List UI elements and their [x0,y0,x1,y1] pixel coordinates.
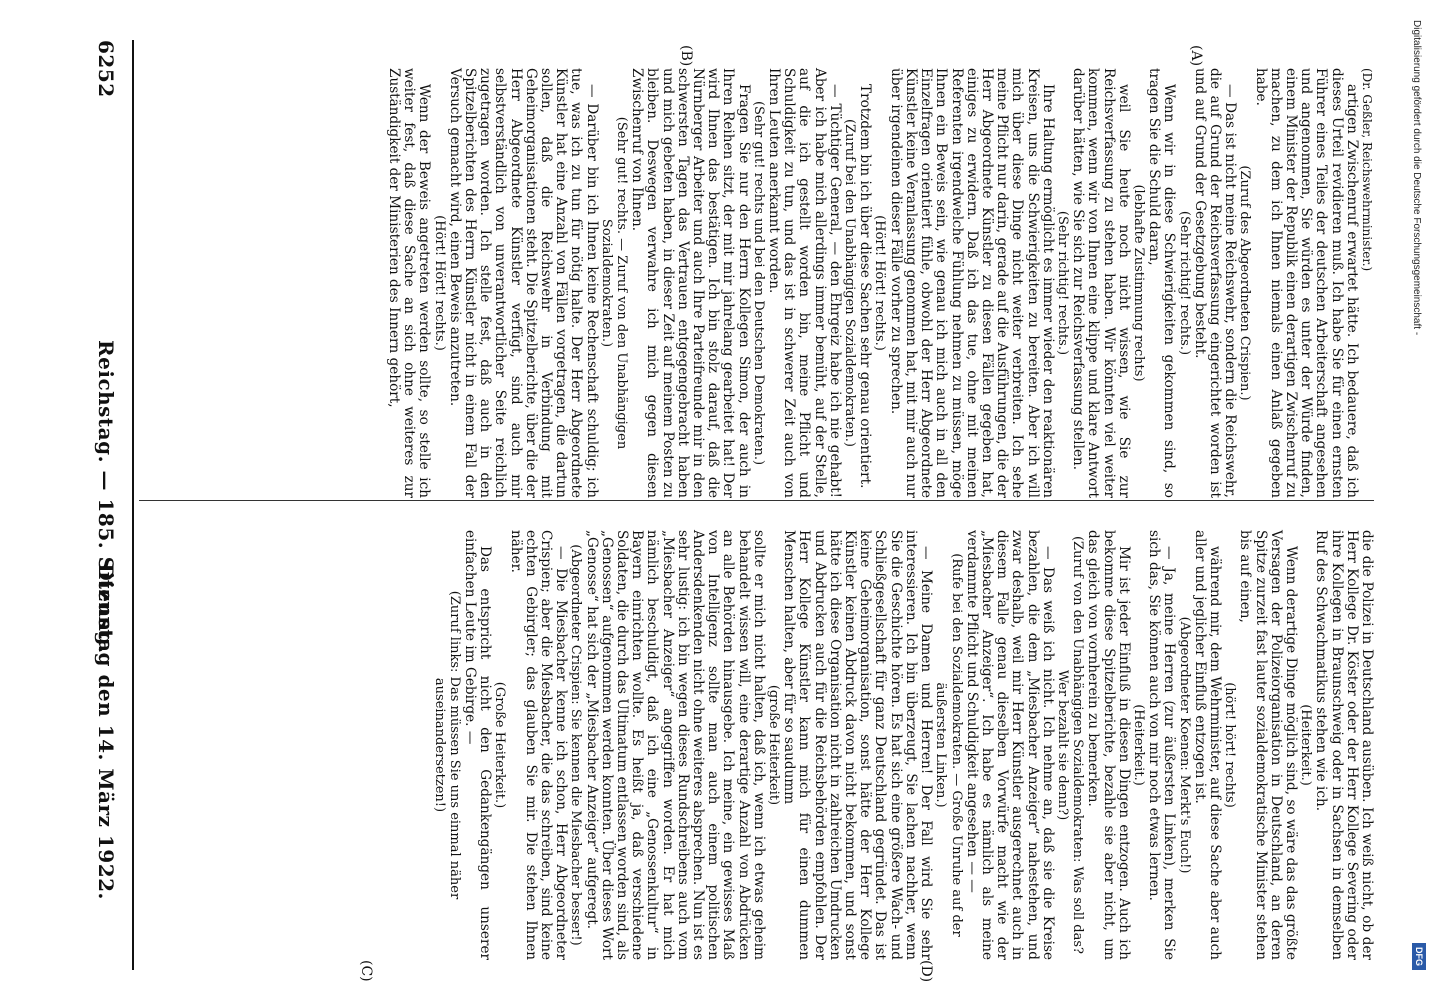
paragraph: — Das weiß ich nicht. Ich nehme an, daß sie die Kreise bezahlen, die dem „Miesbacher Anzeiger“ nahestehen, und zwar deshalb, weil mir Herr Künstler ausgerechnet auch in diesem Falle genau dieselben Vorwürfe macht wie der „Miesbacher Anzeiger“. Ich habe es nämlich als meine verdammte Pflicht und Schuldigkeit angesehen — — [963,530,1056,960]
paragraph: — Das ist nicht meine Reichswehr, sondern die Reichswehr, die auf Grund der Reichsverfassung eingerichtet worden ist und auf Grund der Gesetzgebung besteht. [1191,68,1239,498]
speaker-tag: (Dr. Geßler, Reichswehrminister.) [1360,68,1374,272]
interjection: (Hört! Hört! rechts.) [872,215,888,351]
paragraph: weil Sie heute noch nicht wissen, wie Sie zur Reichsverfassung zu stehen haben. Wir könnten viel weiter kommen, wenn wir von Ihnen eine klippe und klare Antwort darüber hätten, wie Sie sich zur Reichsverfassung stellen. [1070,68,1132,498]
page-number: 6252 [94,40,118,98]
interjection: (Hört! Hört! rechts.) [431,215,447,351]
margin-mark-b: (B) [678,45,694,67]
left-column [386,68,1374,498]
interjection: (Zuruf links: Das müssen Sie uns einmal näher auseinandersetzen!) [431,590,462,900]
interjection: (Zuruf des Abgeordneten Crispien.) [1237,165,1253,401]
interjection: (Sehr gut! rechts und bei den Deutschen Demokraten.) [750,100,766,466]
interjection: (Rufe bei den Sozialdemokraten. — Große Unruhe auf der äußersten Linken.) [933,553,964,937]
margin-mark-d: (D) [918,960,934,983]
paragraph: während mir, dem Wehrminister, auf diese Sache aber auch aller und jeglicher Einfluß entzogen ist. [1191,530,1223,960]
digitization-credit: Digitalisierung gefördert durch die Deutsche Forschungsgemeinschaft - [1411,20,1422,336]
paragraph: artigen Zwischenruf erwartet hätte. Ich bedauere, daß ich dieses Urteil revidieren muß. Ich habe Sie für einen ernsten Führer eines Teiles der deutschen Arbeiterschaft angesehen und angenommen, Sie würden es unter der Würde finden, einem Minister der Republik einen derartigen Zwischenruf zu machen, zu dem ich Ihnen niemals einen Anlaß gegeben habe. [1252,68,1360,498]
interjection: (Zuruf von den Unabhängigen Sozialdemokraten: Was soll das? Wer bezahlt sie denn?) [1054,535,1086,954]
right-column [431,530,1374,960]
paragraph: Fragen Sie nur den Herrn Kollegen Simon, der auch in Ihren Reihen sitzt, der mit mir jahrelang gearbeitet hat! Der wird Ihnen das bestätigen. Ich bin stolz darauf, daß die Nürnberger Arbeiter und auch Ihre Parteifreunde mir in den schwersten Tagen das Vertrauen entgegengebracht haben und mich gebeten haben, in dieser Zeit auf meinem Posten zu bleiben. Deswegen verwahre ich mich gegen diesen Zwischenruf von Ihnen. [629,68,752,498]
column-divider [139,500,1374,501]
paragraph: — Darüber bin ich Ihnen keine Rechenschaft schuldig; ich tue, was ich zu tun für nötig halte. Der Herr Abgeordnete Künstler hat eine Anzahl von Fällen vorgetragen, die dartun sollen, daß die Reichswehr in Verbindung mit Geheimorganisationen steht. Die Spitzelberichte, über die der Herr Abgeordnete Künstler verfügt, sind auch mir selbstverständlich von unverantwortlicher Seite reichlich zugetragen worden. Ich stelle fest, daß auch in den Spitzelberichten des Herrn Künstler nicht in einem Fall der Versuch gemacht wird, einen Beweis anzutreten. [446,68,600,498]
margin-mark-a: (A) [1188,45,1204,67]
paragraph: — Tüchtiger General, — den Ehrgeiz habe ich nie gehabt! Aber ich habe mich allerdings immer bemüht, auf der Stelle, auf die ich gestellt worden bin, meine Pflicht und Schuldigkeit zu tun, und das ist in schwerer Zeit auch von Ihren Leuten anerkannt worden. [766,68,843,498]
header-title: Reichstag. — 185. Sitzung. [94,340,118,654]
paragraph: die die Polizei in Deutschland ausüben. Ich weiß nicht, ob der Herr Kollege Dr. Köster oder der Herr Kollege Severing oder ihre Kollegen in Braunschweig oder in Sachsen in demselben Ruf des Schwachmatikus stehen wie ich. [1313,530,1375,960]
paragraph: Wenn der Beweis angetreten werden sollte, so stelle ich weiter fest, daß diese Sache an sich ohne weiteres zur Zuständigkeit der Ministerien des Innern gehört, [386,68,433,498]
interjection: (hört! hört! rechts) [1222,682,1238,808]
interjection: (Große Heiterkeit.) [492,681,508,809]
paragraph: Wenn derartige Dinge möglich sind, so wäre das das größte Versagen der Polizeiorganisation in Deutschland, an deren Spitze zurzeit fast lauter sozialdemokratische Minister stehen bis auf einen, [1237,530,1299,960]
interjection: (lebhafte Zustimmung rechts) [1130,184,1146,382]
paragraph: Trotzdem bin ich über diese Sachen sehr genau orientiert. [857,84,874,489]
interjection: (Sehr richtig! rechts.) [1176,210,1192,356]
interjection: (Heiterkeit.) [1298,704,1314,786]
interjection: (Sehr richtig! rechts.) [1054,210,1070,356]
paragraph: — Die Miesbacher kenne ich schon, Herr Abgeordneter Crispien; aber die Miesbacher, die das schreiben, sind keine echten Gebirgler; das glauben Sie mir. Die stehen Ihnen näher. [507,530,570,960]
paragraph: Ihre Haltung ermöglicht es immer wieder den reaktionären Kreisen, uns die Schwierigkeiten zu bereiten. Aber ich will mich über diese Dinge nicht weiter verbreiten. Ich sehe meine Pflicht nur darin, gerade auf die Ausführungen, die der Herr Abgeordnete Künstler zu diesen Fällen gegeben hat, einiges zu erwidern. Daß ich das tue, ohne mit meinen Referenten irgendwelche Fühlung nehmen zu müssen, möge Ihnen ein Beweis sein, wie genau ich mich auch in all den Einzelfragen orientiert fühle, obwohl der Herr Abgeordnete Künstler keine Veranlassung genommen hat, mit mir auch nur über irgendeinen dieser Fälle vorher zu sprechen. [887,68,1056,498]
interjection: (Abgeordneter Crispien: Sie kennen die Miesbacher besser!) [568,544,584,946]
interjection: (Abgeordneter Koenen: Merkt's Euch!) [1176,616,1192,874]
interjection: (Heiterkeit.) [1130,704,1146,786]
interjection: (Sehr gut! rechts. — Zuruf von den Unabhängigen Sozialdemokraten.) [598,116,630,450]
interjection: (große Heiterkeit) [766,684,782,806]
interjection: (Zuruf bei den Unabhängigen Sozialdemokraten.) [842,119,858,447]
paragraph: Wenn wir in diese Schwierigkeiten gekommen sind, so tragen Sie die Schuld daran, [1146,68,1178,498]
paragraph: Mir ist jeder Einfluß in diesen Dingen entzogen. Auch ich bekomme diese Spitzelberichte, bezahle sie aber nicht, um das gleich von vornherein zu bemerken. [1085,530,1132,960]
dfg-logo: DFG [1412,943,1426,970]
paragraph: sollte er mich nicht halten, daß ich, wenn ich etwas geheim behandelt wissen will, eine derartige Anzahl von Abdrücken an alle Behörden hinausgebe. Ich meine, ein gewisses Maß von Intelligenz sollte man auch einem politischen Andersdenkenden nicht ohne weiteres absprechen. Nun ist es sehr lustig: ich bin wegen dieses Rundschreibens auch vom „Miesbacher Anzeiger“ angegriffen worden. Er hat mich nämlich beschuldigt, daß ich eine „Genossenkultur“ in Bayern einrichten wollte. Es heißt ja, daß verschiedene Soldaten, die durch das Ultimatum entlassen worden sind, als „Genossen“ aufgenommen werden konnten. Über dieses Wort „Genosse“ hat sich der „Miesbacher Anzeiger“ aufgeregt. [583,530,767,960]
paragraph: Das entspricht nicht den Gedankengängen unserer einfachen Leute im Gebirge. — [462,530,494,960]
paragraph: — Ja, meine Herren (zur äußersten Linken), merken Sie sich das, Sie können auch von mir noch etwas lernen. [1146,530,1178,960]
margin-mark-c: (C) [358,960,374,982]
running-header [84,40,124,960]
header-rule [132,40,134,970]
header-date: Dienstag den 14. März 1922. [94,563,118,900]
paragraph: — Meine Damen und Herren! Der Fall wird Sie sehr interessieren. Ich bin überzeugt, Sie lachen nachher, wenn Sie die Geschichte hören. Es hat sich eine größere Wach- und Schließgesellschaft für ganz Deutschland gegründet. Das ist keine Geheimorganisation, sonst hätte der Herr Kollege Künstler keinen Abdruck davon nicht bekommen, und sonst hätte ich diese Organisation nicht in zahlreichen Umdrucken und Abdrucken auch für die Reichsbehörden empfohlen. Der Herr Kollege Künstler kann mich für einen dummen Menschen halten, aber für so saudumm [781,530,935,960]
